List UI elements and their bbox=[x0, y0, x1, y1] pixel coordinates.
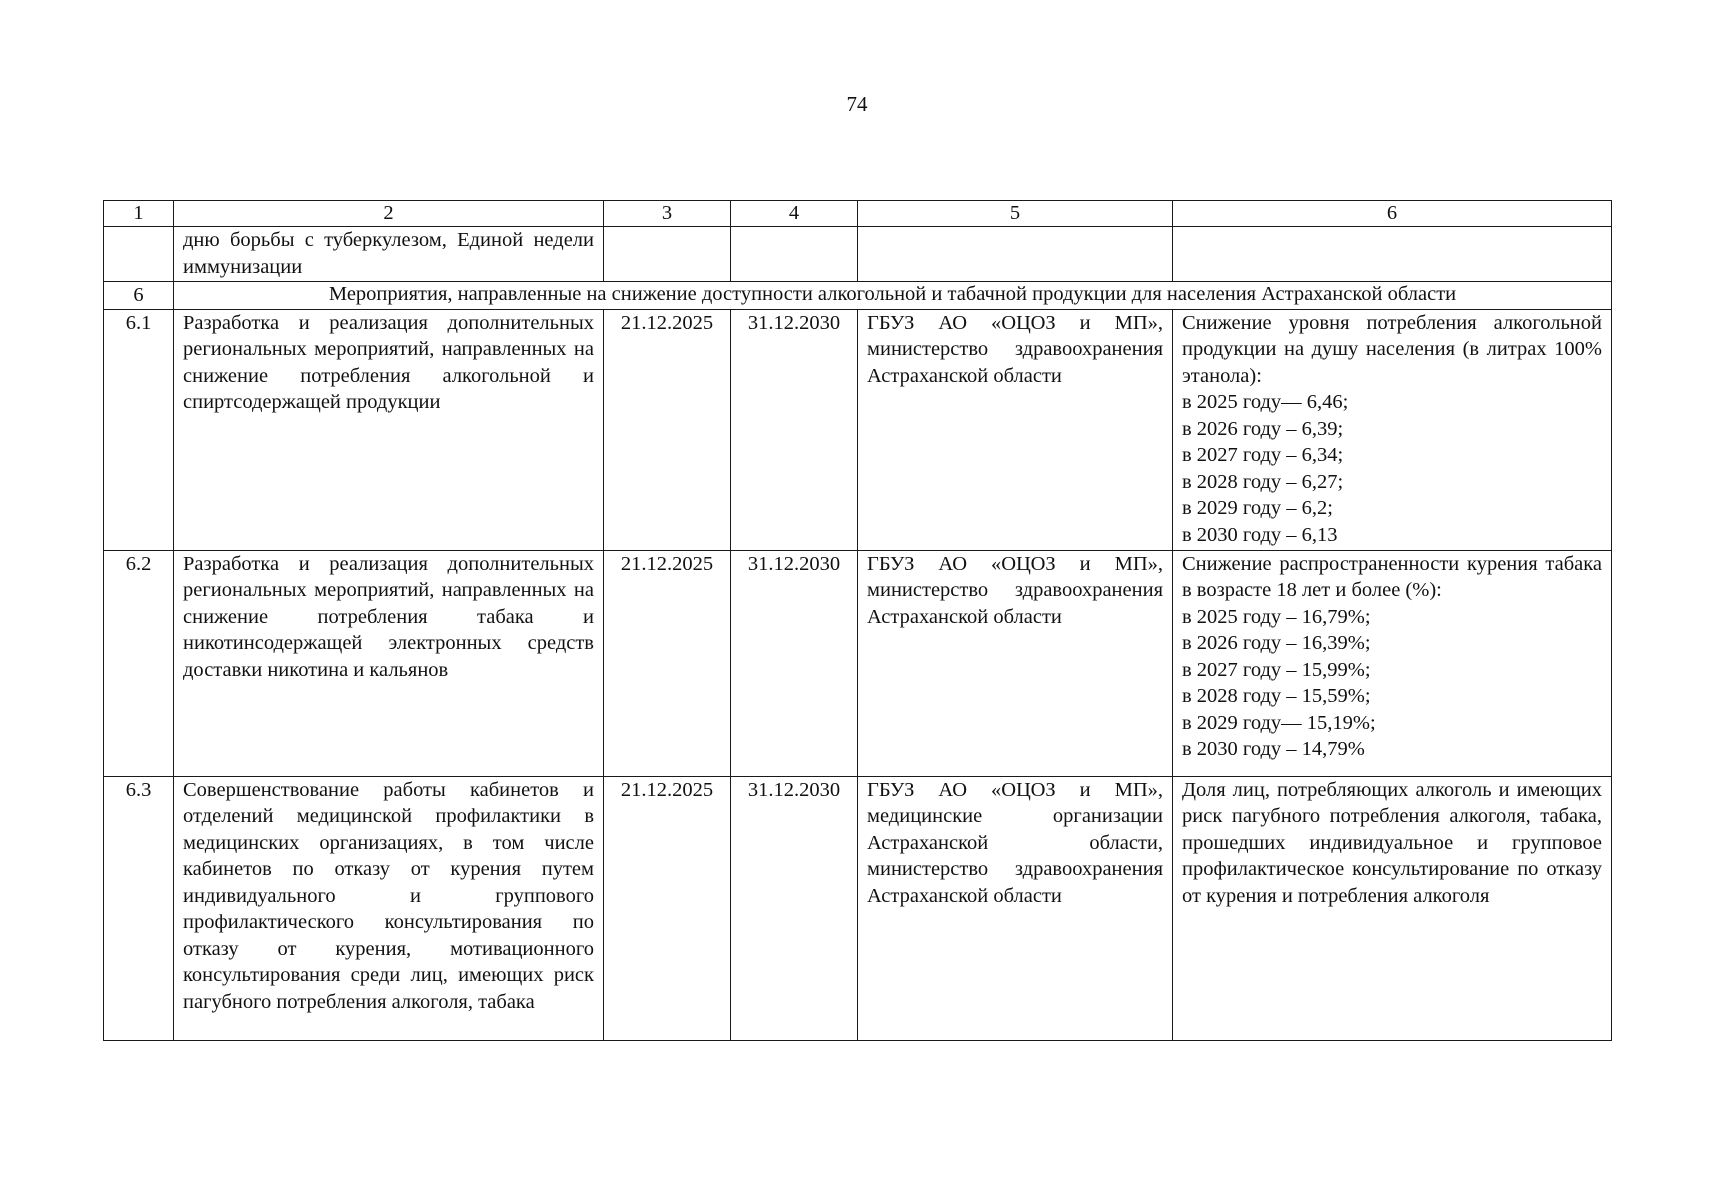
expected-result bbox=[1173, 227, 1612, 282]
end-date: 31.12.2030 bbox=[731, 776, 858, 1040]
row-number: 6.3 bbox=[104, 776, 174, 1040]
section-row bbox=[104, 282, 1612, 310]
table-row bbox=[104, 776, 1612, 1040]
result-line: в 2027 году – 15,99%; bbox=[1182, 658, 1371, 681]
expected-result bbox=[1173, 550, 1612, 776]
expected-result bbox=[1173, 309, 1612, 550]
result-line: в 2030 году – 14,79% bbox=[1182, 738, 1365, 760]
executor: ГБУЗ АО «ОЦОЗ и МП», медицинские организации Астраханской области, министерство здравоохранения Астраханской области bbox=[858, 776, 1173, 1040]
result-line: в 2026 году – 6,39; bbox=[1182, 417, 1344, 440]
section-title: Мероприятия, направленные на снижение доступности алкогольной и табачной продукции для населения Астраханской области bbox=[174, 282, 1612, 310]
result-line: в 2026 году – 16,39%; bbox=[1182, 632, 1371, 654]
section-number: 6 bbox=[104, 282, 174, 310]
page-number: 74 bbox=[846, 92, 868, 116]
result-line: в 2025 году— 6,46; bbox=[1182, 391, 1349, 413]
measures-table bbox=[103, 200, 1612, 1041]
executor: ГБУЗ АО «ОЦОЗ и МП», министерство здравоохранения Астраханской области bbox=[858, 550, 1173, 776]
result-line: в 2028 году – 15,59%; bbox=[1182, 685, 1371, 707]
table-row bbox=[104, 309, 1612, 550]
header-cell: 1 bbox=[104, 201, 174, 227]
row-number: 6.2 bbox=[104, 550, 174, 776]
continuation-row bbox=[104, 227, 1612, 282]
header-cell: 2 bbox=[174, 201, 604, 227]
end-date: 31.12.2030 bbox=[731, 309, 858, 550]
end-date: 31.12.2030 bbox=[731, 550, 858, 776]
row-number: 6.1 bbox=[104, 309, 174, 550]
table-row bbox=[104, 550, 1612, 776]
start-date: 21.12.2025 bbox=[604, 550, 731, 776]
table-header-row bbox=[104, 201, 1612, 227]
row-number bbox=[104, 227, 174, 282]
header-cell: 4 bbox=[731, 201, 858, 227]
result-values bbox=[1182, 389, 1602, 548]
header-cell: 3 bbox=[604, 201, 731, 227]
activity-text: Совершенствование работы кабинетов и отделений медицинской профилактики в медицинских организациях, в том числе кабинетов по отказу от курения путем индивидуального и группового профилактического консультирования по отказу от курения, мотивационного консультирования среди лиц, имеющих риск пагубного потребления алкоголя, табака bbox=[174, 776, 604, 1040]
result-line: в 2025 году – 16,79%; bbox=[1182, 605, 1371, 628]
result-values bbox=[1182, 604, 1602, 763]
result-intro: Снижение распространенности курения табака в возрасте 18 лет и более (%): bbox=[1182, 552, 1602, 601]
result-line: в 2030 году – 6,13 bbox=[1182, 523, 1338, 546]
start-date: 21.12.2025 bbox=[604, 309, 731, 550]
result-line: в 2029 году – 6,2; bbox=[1182, 497, 1333, 519]
result-line: в 2028 году – 6,27; bbox=[1182, 470, 1344, 493]
start-date bbox=[604, 227, 731, 282]
start-date: 21.12.2025 bbox=[604, 776, 731, 1040]
result-line: в 2029 году— 15,19%; bbox=[1182, 711, 1376, 734]
activity-text: Разработка и реализация дополнительных региональных мероприятий, направленных на снижение потребления табака и никотинсодержащей электронных средств доставки никотина и кальянов bbox=[174, 550, 604, 776]
result-intro: Снижение уровня потребления алкогольной продукции на душу населения (в литрах 100% этанола): bbox=[1182, 311, 1602, 387]
executor: ГБУЗ АО «ОЦОЗ и МП», министерство здравоохранения Астраханской области bbox=[858, 309, 1173, 550]
header-cell: 5 bbox=[858, 201, 1173, 227]
result-line: в 2027 году – 6,34; bbox=[1182, 444, 1344, 466]
executor bbox=[858, 227, 1173, 282]
activity-text: дню борьбы с туберкулезом, Единой недели иммунизации bbox=[174, 227, 604, 282]
expected-result: Доля лиц, потребляющих алкоголь и имеющих риск пагубного потребления алкоголя, табака, прошедших индивидуальное и групповое профилактическое консультирование по отказу от курения и потребления алкоголя bbox=[1173, 776, 1612, 1040]
end-date bbox=[731, 227, 858, 282]
activity-text: Разработка и реализация дополнительных региональных мероприятий, направленных на снижение потребления алкогольной и спиртсодержащей продукции bbox=[174, 309, 604, 550]
header-cell: 6 bbox=[1173, 201, 1612, 227]
